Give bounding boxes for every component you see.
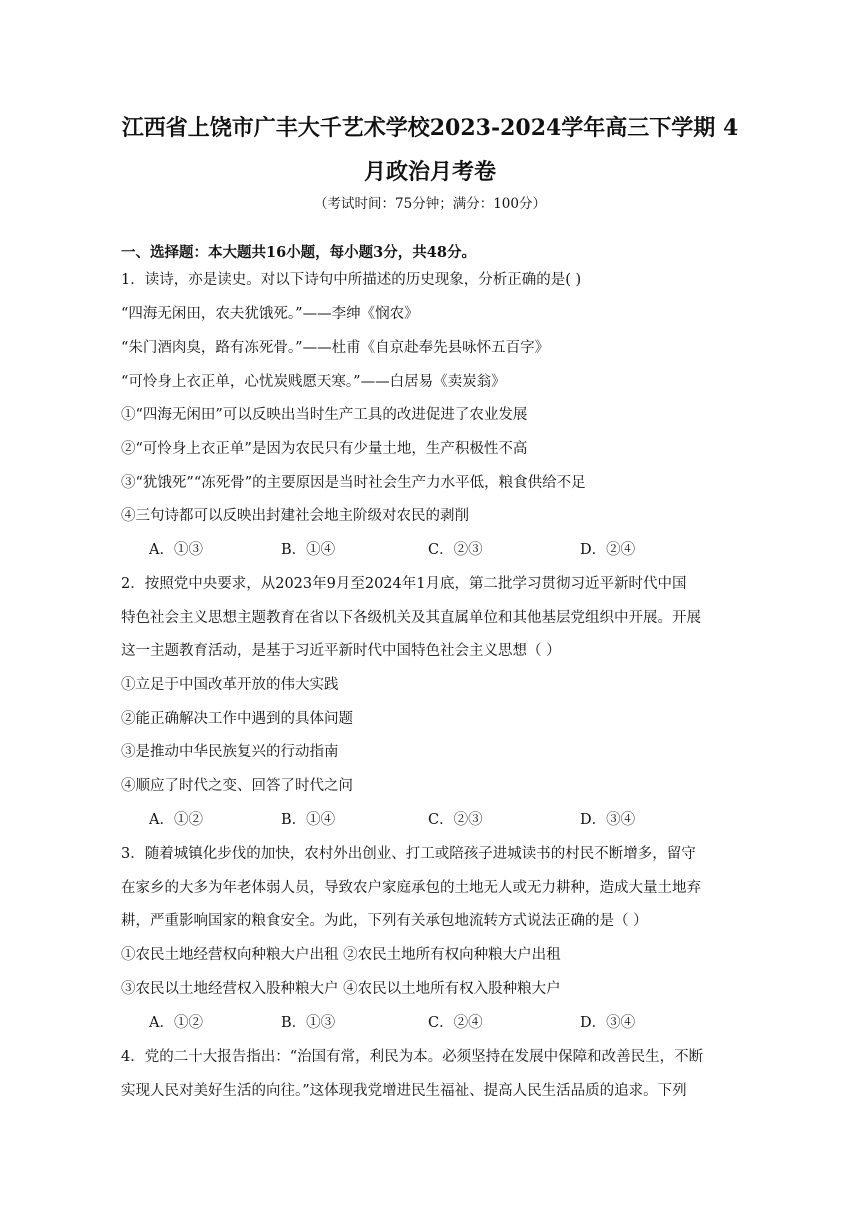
q1-item-3: ③“犹饿死”“冻死骨”的主要原因是当时社会生产力水平低，粮食供给不足 — [121, 475, 586, 491]
q2-item-1: ①立足于中国改革开放的伟大实践 — [121, 677, 339, 693]
q3-stem-line-3: 耕，严重影响国家的粮食安全。为此，下列有关承包地流转方式说法正确的是（ ） — [121, 913, 648, 929]
q2-stem-line-3: 这一主题教育活动，是基于习近平新时代中国特色社会主义思想（ ） — [121, 643, 561, 659]
q2-option-b: B．①④ — [281, 812, 336, 828]
q2-item-3: ③是推动中华民族复兴的行动指南 — [121, 744, 339, 760]
q1-poem-1: “四海无闲田，农夫犹饿死。”——李绅《悯农》 — [121, 306, 419, 322]
q1-option-a: A．①③ — [149, 542, 203, 558]
q3-option-a: A．①② — [149, 1015, 203, 1031]
q2-option-c: C．②③ — [428, 812, 483, 828]
q3-option-b: B．①③ — [281, 1015, 336, 1031]
q1-option-b: B．①④ — [281, 542, 336, 558]
q4-stem-line-1: 4．党的二十大报告指出：“治国有常，利民为本。必须坚持在发展中保障和改善民生，不断 — [121, 1049, 704, 1065]
q2-item-4: ④顺应了时代之变、回答了时代之问 — [121, 778, 353, 794]
q4-stem-line-2: 实现人民对美好生活的向往。”这体现我党增进民生福祉、提高人民生活品质的追求。下列 — [121, 1083, 687, 1099]
q1-option-c: C．②③ — [428, 542, 483, 558]
q2-option-a: A．①② — [149, 812, 203, 828]
q2-stem-line-1: 2．按照党中央要求，从2023年9月至2024年1月底，第二批学习贯彻习近平新时代中国 — [121, 576, 687, 592]
section-heading: 一、选择题：本大题共16小题，每小题3分，共48分。 — [121, 244, 476, 261]
q3-stem-line-1: 3．随着城镇化步伐的加快，农村外出创业、打工或陪孩子进城读书的村民不断增多，留守 — [121, 846, 696, 862]
q2-stem-line-2: 特色社会主义思想主题教育在省以下各级机关及其直属单位和其他基层党组织中开展。开展 — [121, 610, 701, 626]
q1-item-1: ①“四海无闲田”可以反映出当时生产工具的改进促进了农业发展 — [121, 407, 528, 423]
q3-items-line-2: ③农民以土地经营权入股种粮大户 ④农民以土地所有权入股种粮大户 — [121, 981, 561, 997]
q1-item-4: ④三句诗都可以反映出封建社会地主阶级对农民的剥削 — [121, 508, 469, 524]
q2-option-d: D．③④ — [580, 812, 636, 828]
document-title-line-1: 江西省上饶市广丰大千艺术学校2023-2024学年高三下学期 4 — [121, 115, 739, 141]
q2-item-2: ②能正确解决工作中遇到的具体问题 — [121, 711, 353, 727]
q3-items-line-1: ①农民土地经营权向种粮大户出租 ②农民土地所有权向种粮大户出租 — [121, 947, 561, 963]
exam-info: （考试时间：75分钟；满分：100分） — [314, 196, 546, 212]
q3-option-c: C．②④ — [428, 1015, 483, 1031]
q1-poem-2: “朱门酒肉臭，路有冻死骨。”——杜甫《自京赴奉先县咏怀五百字》 — [121, 340, 550, 356]
q3-option-d: D．③④ — [580, 1015, 636, 1031]
q1-poem-3: “可怜身上衣正单，心忧炭贱愿天寒。”——白居易《卖炭翁》 — [121, 374, 506, 390]
document-title-line-2: 月政治月考卷 — [363, 159, 496, 185]
q1-item-2: ②“可怜身上衣正单”是因为农民只有少量土地，生产积极性不高 — [121, 441, 528, 457]
q3-stem-line-2: 在家乡的大多为年老体弱人员，导致农户家庭承包的土地无人或无力耕种，造成大量土地弃 — [121, 880, 701, 896]
q1-stem: 1．读诗，亦是读史。对以下诗句中所描述的历史现象，分析正确的是( ) — [121, 272, 582, 288]
q1-option-d: D．②④ — [580, 542, 636, 558]
